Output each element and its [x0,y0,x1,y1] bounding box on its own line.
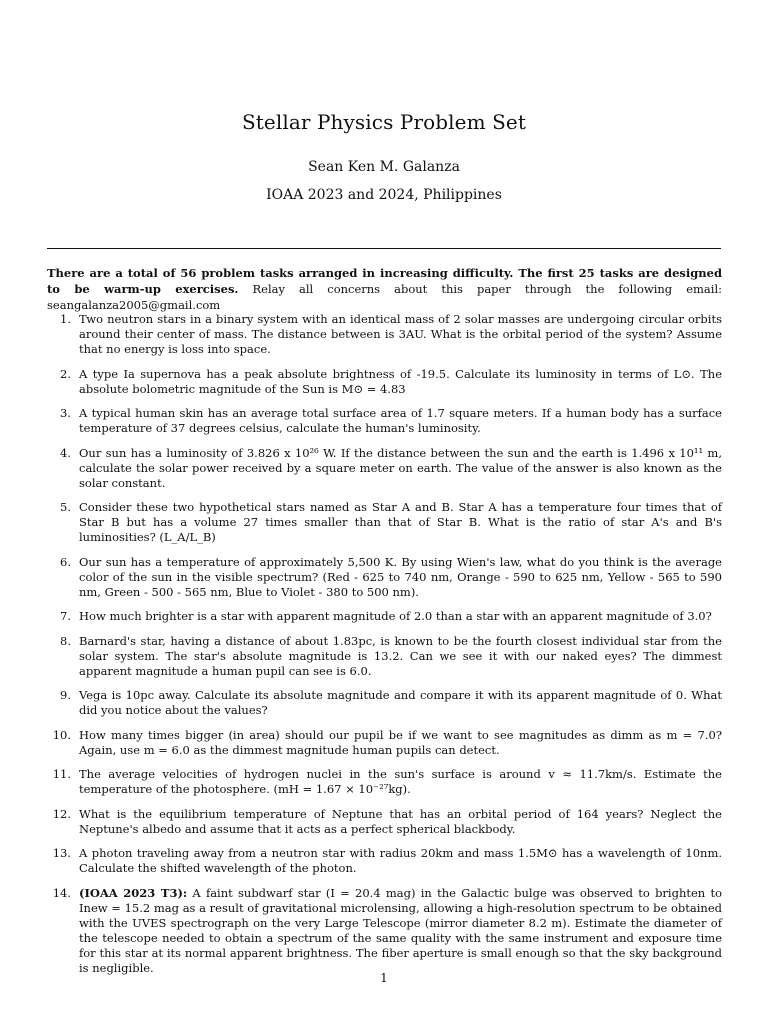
problem-item [47,500,722,545]
intro-normal-text: Relay all concerns about this paper through the following email: seangalanza2005@gmail.com [47,282,722,312]
problem-text: Consider these two hypothetical stars named as Star A and B. Star A has a temperature four times that of Star B but has a volume 27 times smaller than that of Star B. What is the ratio of star A's and B's luminosities? (L_A/L_B) [79,500,722,544]
problem-number: 6. [60,554,71,569]
problem-number: 8. [60,633,71,648]
problem-text: How much brighter is a star with apparent magnitude of 2.0 than a star with an apparent magnitude of 3.0? [79,609,712,623]
problem-number: 14. [52,885,71,900]
title-divider [47,248,721,249]
problem-item [47,886,722,976]
problem-number: 12. [52,806,71,821]
problem-text: A type Ia supernova has a peak absolute brightness of -19.5. Calculate its luminosity in terms of L⊙. The absolute bolometric magnitude of the Sun is M⊙ = 4.83 [79,366,722,396]
problem-item [47,767,722,797]
problem-item [47,688,722,718]
problem-text: A photon traveling away from a neutron star with radius 20km and mass 1.5M⊙ has a wavelength of 10nm. Calculate the shifted wavelength of the photon. [79,846,722,875]
problem-text: The average velocities of hydrogen nuclei in the sun's surface is around v ≈ 11.7km/s. Estimate the temperature of the photosphere. (mH = 1.67 × 10⁻²⁷kg). [79,767,722,796]
problem-number: 13. [52,846,71,860]
problem-text: What is the equilibrium temperature of Neptune that has an orbital period of 164 years? Neglect the Neptune's albedo and assume that it acts as a perfect spherical blackbody. [79,806,722,836]
intro-bold-text: There are a total of 56 problem tasks arranged in increasing difficulty. The first 25 tasks are designed to be warm-up exercises. [47,266,722,296]
problem-item [47,406,722,436]
problem-number: 5. [60,500,71,514]
problem-text: Two neutron stars in a binary system with an identical mass of 2 solar masses are undergoing circular orbits around their center of mass. The distance between is 3AU. What is the orbital period of the system? Assume that no energy is loss into space. [79,312,722,356]
event-line: IOAA 2023 and 2024, Philippines [266,187,502,203]
problem-number: 9. [60,688,71,702]
problem-text: Barnard's star, having a distance of about 1.83pc, is known to be the fourth closest individual star from the solar system. The star's absolute magnitude is 13.2. Can we see it with our naked eyes? The dimmest apparent magnitude a human pupil can see is 6.0. [79,633,722,678]
problem-source-tag: (IOAA 2023 T3): [79,885,188,900]
problem-number: 11. [52,767,71,781]
problem-text: A typical human skin has an average total surface area of 1.7 square meters. If a human body has a surface temperature of 37 degrees celsius, calculate the human's luminosity. [79,406,722,435]
problem-number: 2. [60,366,71,381]
problem-item [47,807,722,837]
problem-item [47,728,722,758]
intro-paragraph [47,265,722,313]
problem-text: Vega is 10pc away. Calculate its absolute magnitude and compare it with its apparent magnitude of 0. What did you notice about the values? [79,688,722,717]
problem-item [47,609,722,624]
problem-text: A faint subdwarf star (I = 20.4 mag) in the Galactic bulge was observed to brighten to Inew = 15.2 mag as a result of gravitational microlensing, allowing a high-resolution spectrum to be obtained with the UVES spectrograph on the very Large Telescope (mirror diameter 8.2 m). Estimate the diameter of the telescope needed to obtain a spectrum of the same quality with the same instrument and exposure time for this star at its normal apparent brightness. The fiber aperture is small enough so that the sky background is negligible. [79,885,723,975]
problem-number: 7. [60,609,71,623]
problem-item [47,446,722,491]
problem-list [47,312,722,985]
paper-title: Stellar Physics Problem Set [241,110,527,134]
problem-number: 10. [52,727,71,742]
problem-number: 3. [60,406,71,420]
problem-text: How many times bigger (in area) should our pupil be if we want to see magnitudes as dimm as m = 7.0? Again, use m = 6.0 as the dimmest magnitude human pupils can detect. [79,727,722,757]
problem-text: Our sun has a temperature of approximately 5,500 K. By using Wien's law, what do you think is the average color of the sun in the visible spectrum? (Red - 625 to 740 nm, Orange - 590 to 625 nm, Yellow - 565 to 590 nm, Green - 500 - 565 nm, Blue to Violet - 380 to 500 nm). [79,554,722,599]
problem-item [47,555,722,600]
problem-item [47,312,722,357]
problem-number: 4. [60,445,71,460]
problem-item [47,367,722,397]
page-number: 1 [380,971,388,985]
author-name: Sean Ken M. Galanza [308,159,460,175]
problem-item [47,634,722,679]
problem-number: 1. [60,312,71,326]
problem-text: Our sun has a luminosity of 3.826 x 10²⁶ W. If the distance between the sun and the earth is 1.496 x 10¹¹ m, calculate the solar power received by a square meter on earth. The value of the answer is also known as the solar constant. [79,445,722,490]
problem-item [47,846,722,876]
